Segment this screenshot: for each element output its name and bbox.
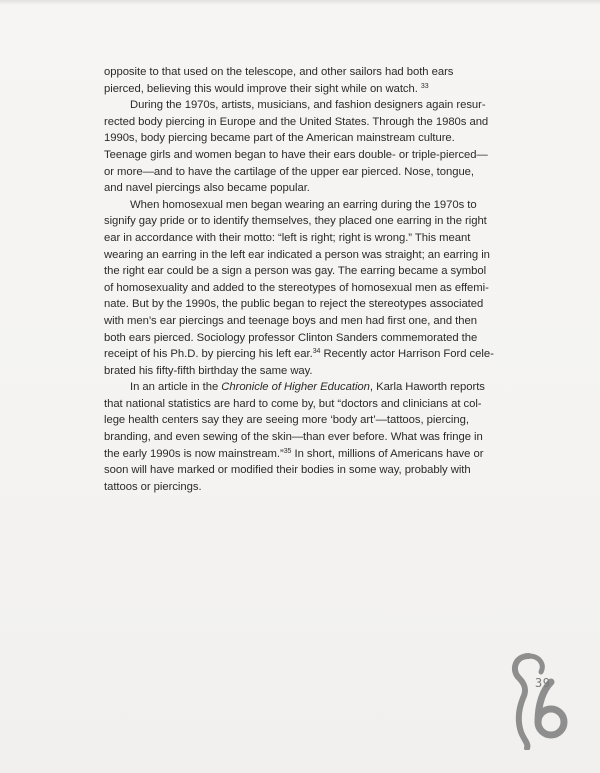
line-text: ear in accordance with their motto: “left is right; right is wrong.” This meant xyxy=(104,231,471,244)
line-text: both ears pierced. Sociology professor Clinton Sanders commemorated the xyxy=(104,331,478,344)
text-line xyxy=(104,130,499,147)
line-text: branding, and even sewing of the skin—than ever before. What was fringe in xyxy=(104,431,483,444)
line-text: nate. But by the 1990s, the public began to reject the stereotypes associated xyxy=(104,298,484,311)
line-text: Teenage girls and women began to have their ears double- or triple-pierced— xyxy=(104,148,488,161)
text-line xyxy=(104,330,499,347)
text-line xyxy=(104,247,499,264)
footnote-ref: 34 xyxy=(312,348,321,356)
text-line xyxy=(104,296,499,313)
swirl-ornament-icon xyxy=(505,650,575,750)
line-text: receipt of his Ph.D. by piercing his left ear. xyxy=(104,348,313,361)
text-line xyxy=(104,379,499,396)
page-folio-ornament xyxy=(505,650,575,750)
line-text: that national statistics are hard to come by, but “doctors and clinicians at col- xyxy=(104,397,482,410)
page-top-edge-shadow xyxy=(0,0,600,5)
text-line xyxy=(104,462,499,479)
line-text-continued: In short, millions of Americans have or xyxy=(291,447,484,460)
text-line xyxy=(104,412,499,429)
text-line xyxy=(104,197,499,214)
line-text-continued: , Karla Haworth reports xyxy=(369,381,485,394)
line-text: the early 1990s is now mainstream.” xyxy=(104,447,284,460)
footnote-ref: 35 xyxy=(283,447,292,455)
text-line xyxy=(104,81,499,98)
text-line xyxy=(104,363,499,380)
text-line xyxy=(104,396,499,413)
line-text: 1990s, body piercing became part of the American mainstream culture. xyxy=(104,132,455,145)
line-text: brated his fifty-fifth birthday the same way. xyxy=(104,364,313,377)
line-text: or more—and to have the cartilage of the upper ear pierced. Nose, tongue, xyxy=(104,165,475,178)
line-text-continued: Recently actor Harrison Ford cele- xyxy=(320,348,494,361)
text-line xyxy=(104,147,499,164)
line-text: wearing an earring in the left ear indicated a person was straight; an earring in xyxy=(104,248,490,261)
line-text: rected body piercing in Europe and the United States. Through the 1980s and xyxy=(104,115,489,128)
line-text: tattoos or piercings. xyxy=(104,480,202,493)
text-line xyxy=(104,479,499,496)
line-text: soon will have marked or modified their bodies in some way, probably with xyxy=(104,464,471,477)
line-text: signify gay pride or to identify themselves, they placed one earring in the right xyxy=(104,215,487,228)
line-text: with men’s ear piercings and teenage boys and men had first one, and then xyxy=(104,314,477,327)
text-line xyxy=(104,446,499,463)
text-line xyxy=(104,64,499,81)
text-line xyxy=(104,263,499,280)
text-line xyxy=(104,313,499,330)
footnote-ref: 33 xyxy=(420,82,429,90)
paragraph xyxy=(104,379,499,495)
line-text: the right ear could be a sign a person was gay. The earring became a symbol xyxy=(104,265,487,278)
italic-title: Chronicle of Higher Education xyxy=(221,381,370,394)
text-line xyxy=(104,164,499,181)
text-line xyxy=(104,429,499,446)
text-line xyxy=(104,97,499,114)
page-number: 39 xyxy=(535,676,551,690)
text-line xyxy=(104,346,499,363)
line-text: lege health centers say they are seeing more ‘body art’—tattoos, piercing, xyxy=(104,414,469,427)
line-text: pierced, believing this would improve their sight while on watch. xyxy=(104,82,418,95)
line-text: During the 1970s, artists, musicians, and fashion designers again resur- xyxy=(130,99,486,112)
line-text: and navel piercings also became popular. xyxy=(104,182,310,195)
line-text: In an article in the xyxy=(130,381,222,394)
text-line xyxy=(104,114,499,131)
line-text: When homosexual men began wearing an earring during the 1970s to xyxy=(130,198,477,211)
paragraph xyxy=(104,64,499,97)
paragraph xyxy=(104,197,499,380)
text-line xyxy=(104,180,499,197)
body-text xyxy=(104,64,499,495)
text-line xyxy=(104,280,499,297)
text-line xyxy=(104,230,499,247)
paragraph xyxy=(104,97,499,197)
text-line xyxy=(104,213,499,230)
line-text: of homosexuality and added to the stereotypes of homosexual men as effemi- xyxy=(104,281,489,294)
line-text: opposite to that used on the telescope, and other sailors had both ears xyxy=(104,66,454,78)
